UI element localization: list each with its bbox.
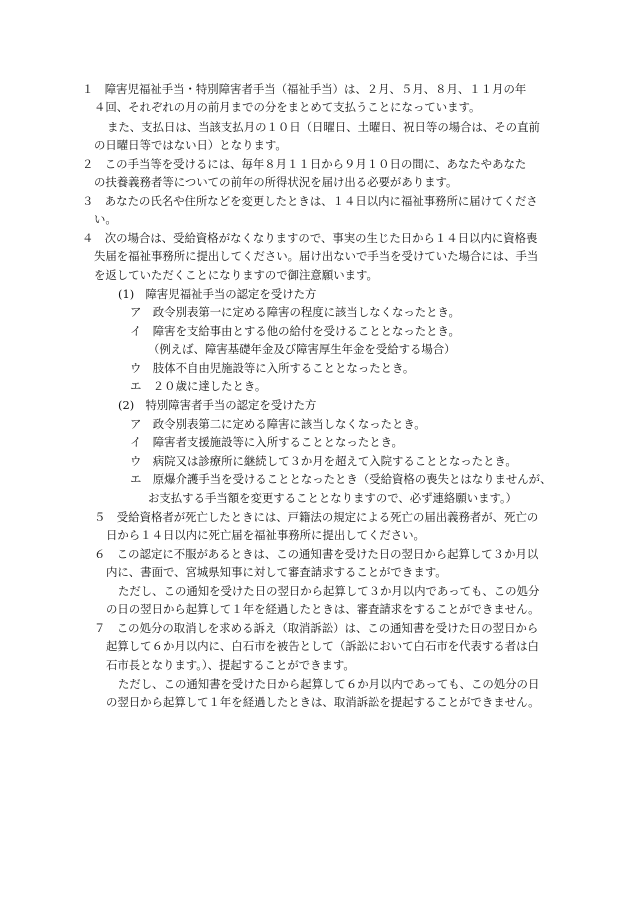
subsection-1-item-a: ア 政令別表第一に定める障害の程度に該当しなくなったとき。 xyxy=(130,305,460,319)
subsection-2-heading: (2) 特別障害者手当の認定を受けた方 xyxy=(118,398,317,412)
item-1-line-4: の日曜日等ではない日）となります。 xyxy=(94,138,287,152)
item-2-line-2: の扶養義務者等についての前年の所得状況を届け出る必要があります。 xyxy=(94,175,458,189)
item-6-line-2: 内に、書面で、宮城県知事に対して審査請求することができます。 xyxy=(106,565,447,579)
item-6-line-3: ただし、この通知を受けた日の翌日から起算して３か月以内であっても、この処分 xyxy=(118,584,540,598)
item-6-line-1: ６ この認定に不服があるときは、この通知書を受けた日の翌日から起算して３か月以 xyxy=(94,547,539,561)
item-1-line-3: また、支払日は、当該支払月の１０日（日曜日、土曜日、祝日等の場合は、その直前 xyxy=(107,120,540,134)
item-1-line-2: ４回、それぞれの月の前月までの分をまとめて支払うことになっています。 xyxy=(94,100,481,114)
item-3-line-1: ３ あなたの氏名や住所などを変更したときは、１４日以内に福祉事務所に届けてくださ xyxy=(82,194,538,208)
subsection-2-item-a: ア 政令別表第二に定める障害に該当しなくなったとき。 xyxy=(130,417,426,431)
item-4-line-2: 失届を福祉事務所に提出してください。届け出ないで手当を受けていた場合には、手当 xyxy=(94,249,539,263)
item-7-line-1: ７ この処分の取消しを求める訴え（取消訴訟）は、この通知書を受けた日の翌日から xyxy=(94,621,539,635)
item-1-line-1: １ 障害児福祉手当・特別障害者手当（福祉手当）は、２月、５月、８月、１１月の年 xyxy=(82,82,527,96)
subsection-1-item-i-note: （例えば、障害基礎年金及び障害厚生年金を受給する場合） xyxy=(148,342,456,356)
item-4-line-3: を返していただくことになりますので御注意願います。 xyxy=(94,268,378,282)
subsection-2-item-e-cont: お支払する手当額を変更することとなりますので、必ず連絡願います。） xyxy=(148,491,518,505)
subsection-2-item-e: エ 原爆介護手当を受けることとなったとき（受給資格の喪失とはなりませんが、 xyxy=(130,472,552,486)
item-7-line-2: 起算して６か月以内に、白石市を被告として（訴訟において白石市を代表する者は白 xyxy=(106,639,539,653)
item-7-line-3: 石市長となります。）、提起することができます。 xyxy=(106,658,355,672)
item-7-line-5: の翌日から起算して１年を経過したときは、取消訴訟を提起することができません。 xyxy=(106,695,540,709)
item-3-line-2: い。 xyxy=(94,212,117,226)
item-5-line-1: ５ 受給資格者が死亡したときには、戸籍法の規定による死亡の届出義務者が、死亡の xyxy=(94,510,539,524)
item-2-line-1: ２ この手当等を受けるには、毎年８月１１日から９月１０日の間に、あなたやあなた xyxy=(82,157,527,171)
subsection-1-item-e: エ ２０歳に達したとき。 xyxy=(130,379,267,393)
subsection-2-item-i: イ 障害者支援施設等に入所することとなったとき。 xyxy=(130,435,403,449)
item-5-line-2: 日から１４日以内に死亡届を福祉事務所に提出してください。 xyxy=(106,528,425,542)
subsection-1-item-i: イ 障害を支給事由とする他の給付を受けることとなったとき。 xyxy=(130,324,460,338)
subsection-1-item-u: ウ 肢体不自由児施設等に入所することとなったとき。 xyxy=(130,361,415,375)
item-4-line-1: ４ 次の場合は、受給資格がなくなりますので、事実の生じた日から１４日以内に資格喪 xyxy=(82,231,538,245)
subsection-1-heading: (1) 障害児福祉手当の認定を受けた方 xyxy=(118,287,317,301)
item-6-line-4: の日の翌日から起算して１年を経過したときは、審査請求をすることができません。 xyxy=(106,602,540,616)
item-7-line-4: ただし、この通知書を受けた日から起算して６か月以内であっても、この処分の日 xyxy=(118,677,540,691)
subsection-2-item-u: ウ 病院又は診療所に継続して３か月を超えて入院することとなったとき。 xyxy=(130,454,517,468)
